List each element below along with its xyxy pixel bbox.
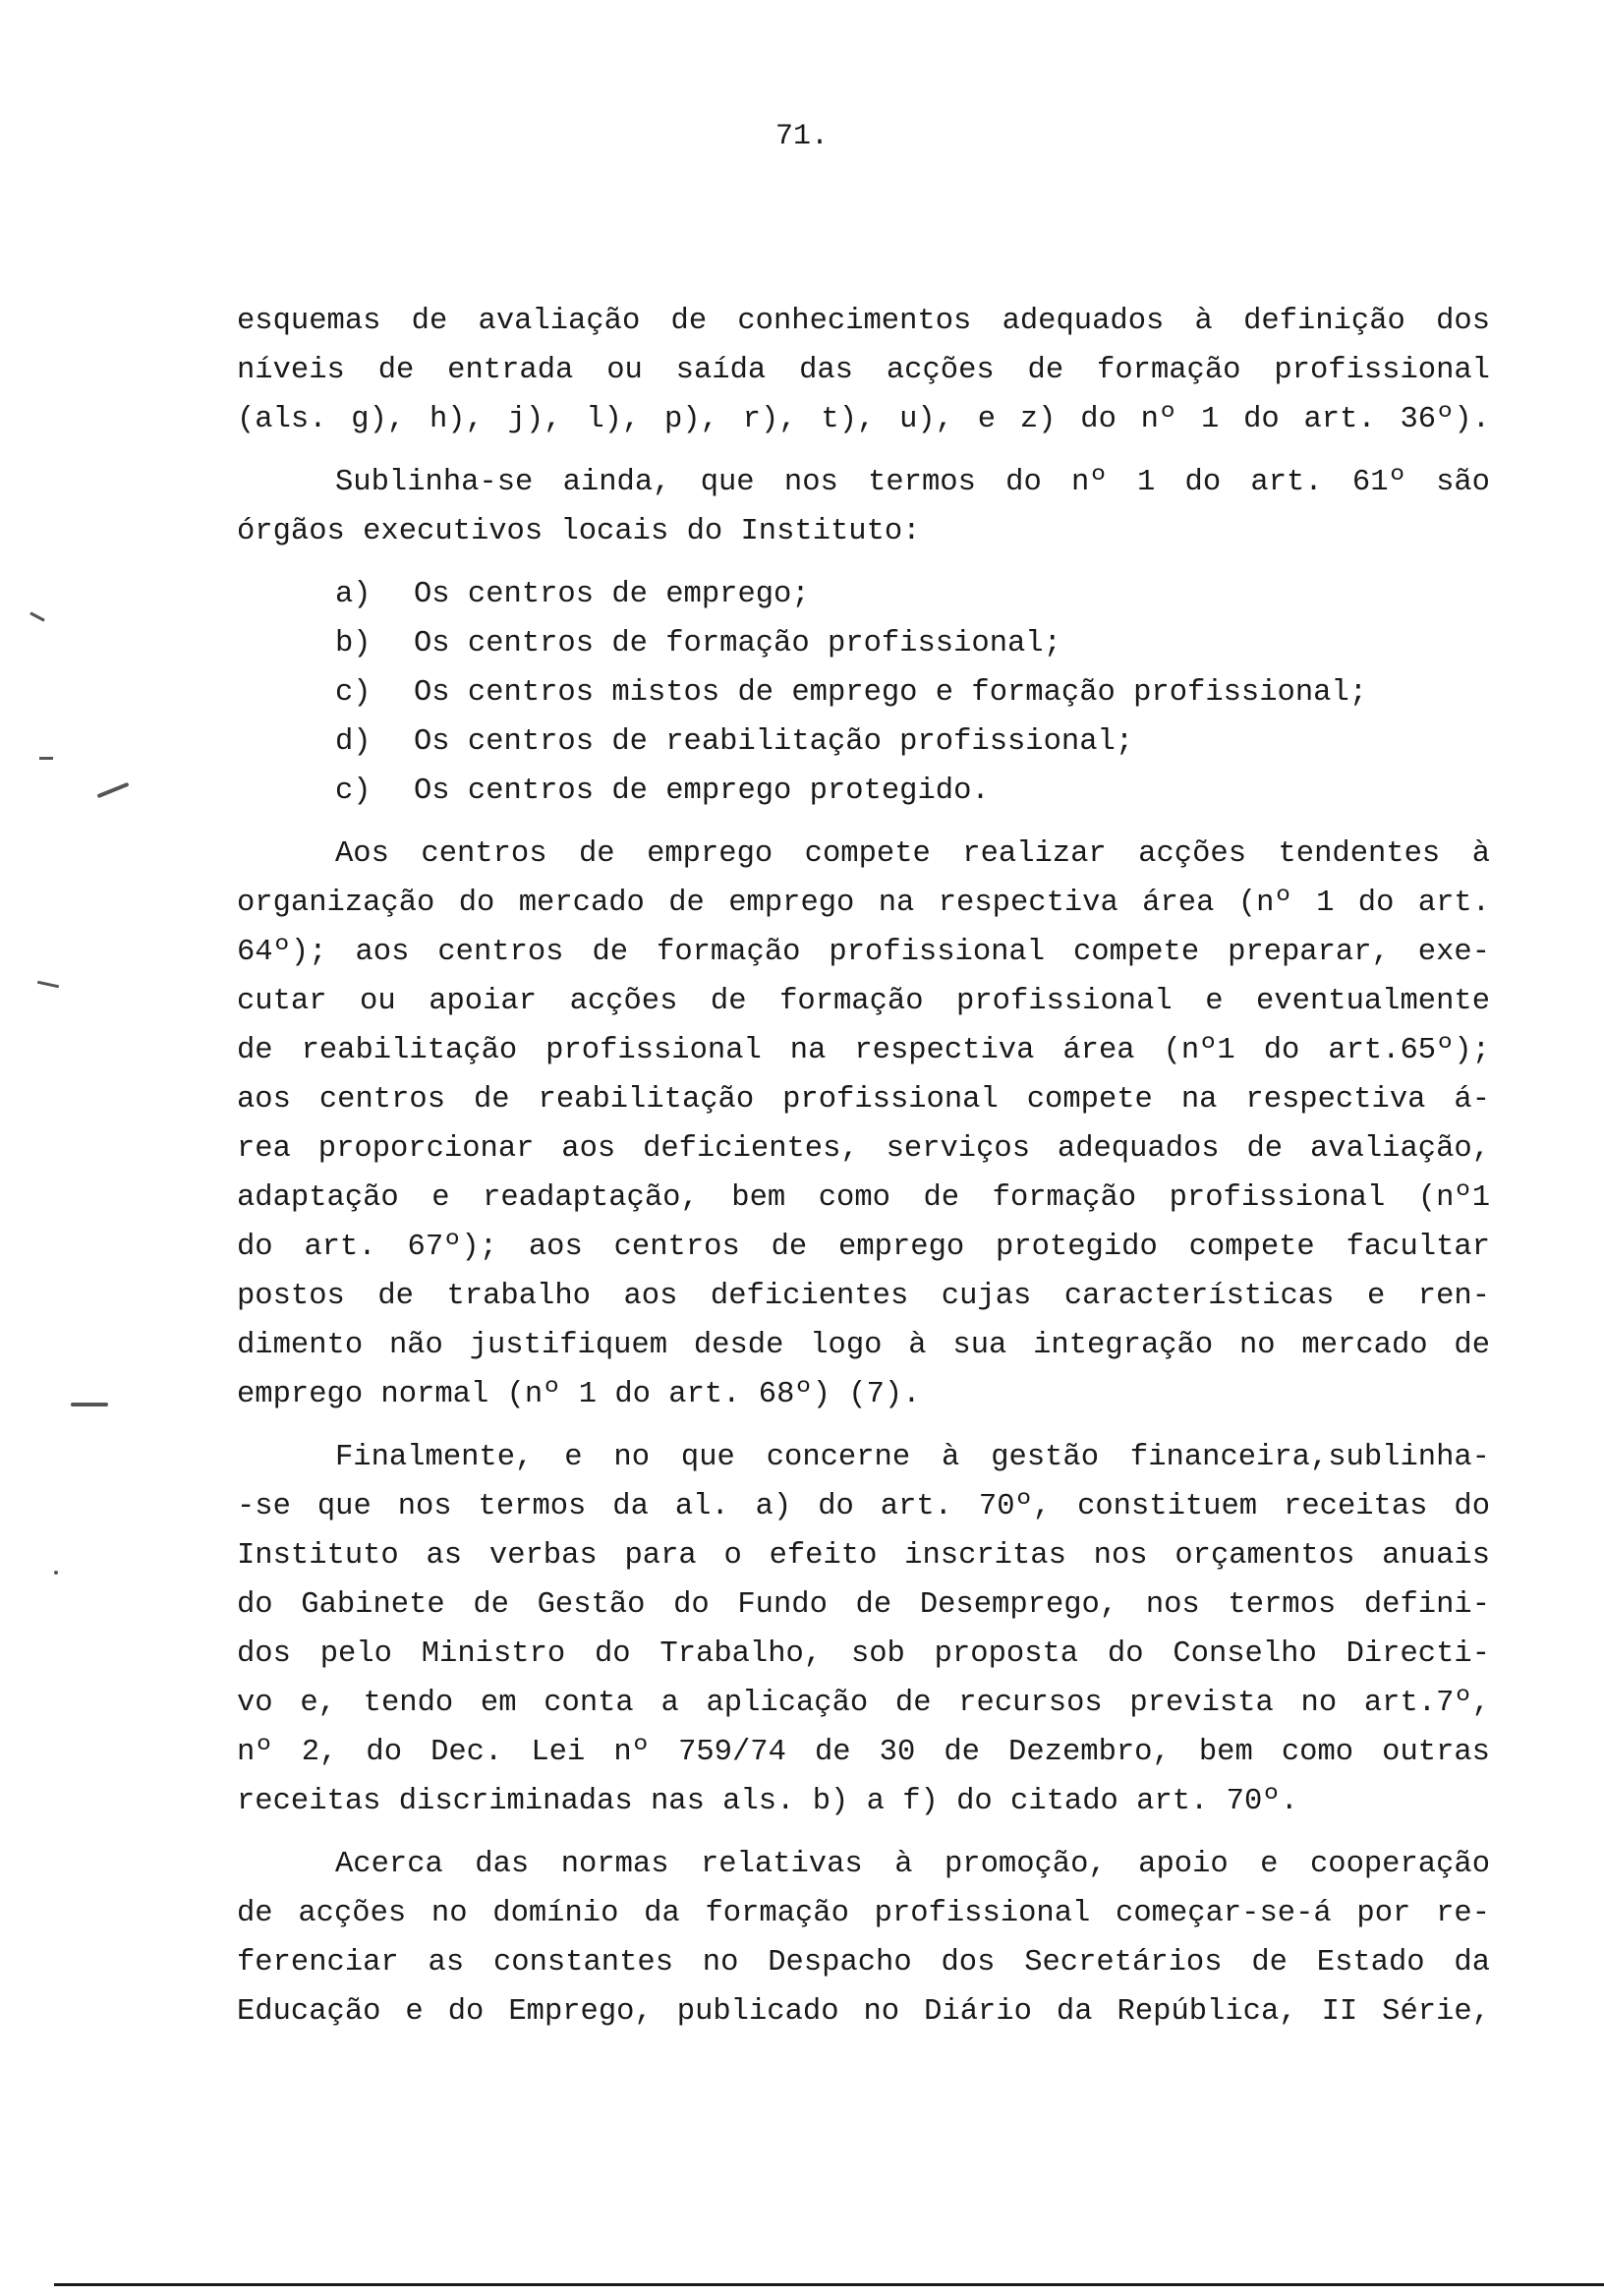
text-line: dimento não justifiquem desde logo à sua integração no mercado de — [237, 1329, 1490, 1362]
body-text — [237, 297, 1490, 2037]
text-line: Instituto as verbas para o efeito inscritas nos orçamentos anuais — [237, 1539, 1490, 1573]
list-item — [237, 718, 1490, 767]
list-item — [237, 619, 1490, 668]
paragraph-4 — [237, 1433, 1490, 1826]
scan-mark — [29, 611, 45, 621]
text-line: adaptação e readaptação, bem como de formação profissional (nº1 — [237, 1181, 1490, 1215]
paragraph-5 — [237, 1840, 1490, 2037]
paragraph-2 — [237, 458, 1490, 556]
text-line: órgãos executivos locais do Instituto: — [237, 515, 921, 548]
list-text: Os centros de reabilitação profissional; — [414, 725, 1134, 759]
scan-mark — [37, 981, 59, 989]
text-line: de acções no domínio da formação profissional começar-se-á por re- — [237, 1897, 1490, 1930]
list-text: Os centros mistos de emprego e formação profissional; — [414, 676, 1368, 710]
page-number: 71. — [774, 120, 829, 153]
scan-mark — [39, 757, 53, 760]
text-line: postos de trabalho aos deficientes cujas características e ren- — [237, 1280, 1490, 1313]
scan-mark — [71, 1403, 108, 1406]
list-label: b) — [335, 627, 372, 660]
text-line: emprego normal (nº 1 do art. 68º) (7). — [237, 1378, 921, 1411]
text-line: Finalmente, e no que concerne à gestão financeira,sublinha- — [335, 1441, 1490, 1474]
text-line: esquemas de avaliação de conhecimentos adequados à definição dos — [237, 305, 1490, 338]
text-line: do Gabinete de Gestão do Fundo de Desemprego, nos termos defini- — [237, 1588, 1490, 1622]
text-line: aos centros de reabilitação profissional compete na respectiva á- — [237, 1083, 1490, 1117]
list-item — [237, 668, 1490, 718]
text-line: rea proporcionar aos deficientes, serviços adequados de avaliação, — [237, 1132, 1490, 1166]
paragraph-3 — [237, 830, 1490, 1419]
paragraph-1 — [237, 297, 1490, 444]
text-line: níveis de entrada ou saída das acções de formação profissional — [237, 354, 1490, 387]
text-line: cutar ou apoiar acções de formação profissional e eventualmente — [237, 985, 1490, 1018]
list-text: Os centros de emprego; — [414, 578, 810, 611]
scan-mark — [54, 1571, 58, 1575]
text-line: dos pelo Ministro do Trabalho, sob proposta do Conselho Directi- — [237, 1637, 1490, 1671]
scan-mark — [96, 782, 129, 798]
text-line: organização do mercado de emprego na respectiva área (nº 1 do art. — [237, 887, 1490, 920]
text-line: Aos centros de emprego compete realizar acções tendentes à — [335, 837, 1490, 871]
list-label: d) — [335, 725, 372, 759]
text-line: Educação e do Emprego, publicado no Diário da República, II Série, — [237, 1995, 1490, 2029]
list-item — [237, 570, 1490, 619]
text-line: (als. g), h), j), l), p), r), t), u), e z) do nº 1 do art. 36º). — [237, 403, 1490, 436]
text-line: Sublinha-se ainda, que nos termos do nº 1 do art. 61º são — [335, 466, 1490, 499]
text-line: do art. 67º); aos centros de emprego protegido compete facultar — [237, 1231, 1490, 1264]
list-label: c) — [335, 676, 372, 710]
text-line: nº 2, do Dec. Lei nº 759/74 de 30 de Dezembro, bem como outras — [237, 1736, 1490, 1769]
text-line: 64º); aos centros de formação profissional compete preparar, exe- — [237, 936, 1490, 969]
text-line: vo e, tendo em conta a aplicação de recursos prevista no art.7º, — [237, 1687, 1490, 1720]
list-text: Os centros de emprego protegido. — [414, 775, 990, 808]
footer-rule — [54, 2283, 1604, 2286]
text-line: Acerca das normas relativas à promoção, apoio e cooperação — [335, 1848, 1490, 1881]
list-item — [237, 767, 1490, 816]
text-line: -se que nos termos da al. a) do art. 70º, constituem receitas do — [237, 1490, 1490, 1523]
list-label: c) — [335, 775, 372, 808]
text-line: de reabilitação profissional na respectiva área (nº1 do art.65º); — [237, 1034, 1490, 1067]
list-label: a) — [335, 578, 372, 611]
text-line: ferenciar as constantes no Despacho dos Secretários de Estado da — [237, 1946, 1490, 1980]
list-text: Os centros de formação profissional; — [414, 627, 1061, 660]
list — [237, 570, 1490, 816]
text-line: receitas discriminadas nas als. b) a f) do citado art. 70º. — [237, 1785, 1298, 1818]
